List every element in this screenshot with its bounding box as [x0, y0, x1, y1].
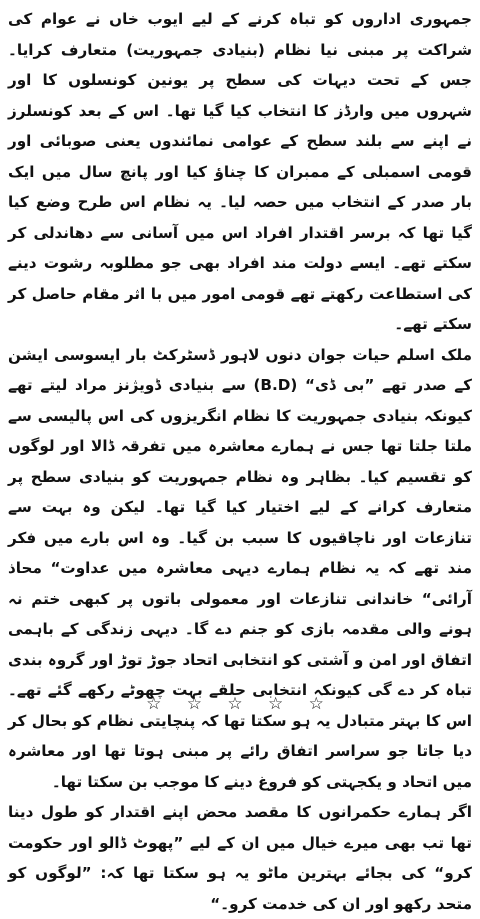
body-text: [8, 4, 472, 919]
paragraph-2: ملک اسلم حیات جوان دنوں لاہور ڈسٹرکٹ بار ایسوسی ایشن کے صدر تھے ”بی ڈی“ (B.D) سے بنیادی ڈویژنز مراد لیتے تھے کیونکہ بنیادی جمہوریت کا نظام انگریزوں کی اس پالیسی سے ملتا جلتا تھا جس نے ہمارے معاشرہ میں تفرقہ ڈالا اور لوگوں کو تقسیم کیا۔ بظاہر وہ نظام جمہوریت کو بنیادی سطح پر متعارف کرانے کے لیے اختیار کیا گیا تھا۔ لیکن وہ بہت سے تنازعات اور ناچاقیوں کا سبب بن گیا۔ وہ اس بارے میں فکر مند تھے کہ یہ نظام ہمارے دیہی معاشرہ میں عداوت“ محاذ آرائی“ خاندانی تنازعات اور معمولی باتوں پر کبھی ختم نہ ہونے والی مقدمہ بازی کو جنم دے گا۔ دیہی زندگی کے باہمی اتفاق اور امن و آشتی کو انتخابی اتحاد جوڑ توڑ اور گروہ بندی تباہ کر دے گی کیونکہ انتخابی حلقے بہت چھوٹے رکھے گئے تھے۔ اس کا بہتر متبادل یہ ہو سکتا تھا کہ پنچایتی نظام کو بحال کر دیا جاتا جو سراسر اتفاق رائے پر مبنی ہوتا تھا اور معاشرہ میں اتحاد و یکجہتی کو فروغ دینے کا موجب بن سکتا تھا۔: [8, 345, 472, 791]
paragraph-3: اگر ہمارے حکمرانوں کا مقصد محض اپنے اقتدار کو طول دینا تھا تب بھی میرے خیال میں ان کے لیے ”پھوٹ ڈالو اور حکومت کرو“ کی بجائے بہترین ماٹو یہ ہو سکتا تھا کہ: ”لوگوں کو متحد رکھو اور ان کی خدمت کرو۔“: [8, 803, 472, 913]
star-separator: ☆ ☆ ☆ ☆ ☆: [146, 694, 334, 714]
paragraph-1: جمہوری اداروں کو تباہ کرنے کے لیے ایوب خاں نے عوام کی شراکت پر مبنی نیا نظام (بنیادی جمہوریت) متعارف کرایا۔ جس کے تحت دیہات کی سطح پر یونین کونسلوں کا اور شہروں میں وارڈز کا انتخاب کیا گیا تھا۔ اس کے بعد کونسلرز نے اپنے سے بلند سطح کے عوامی نمائندوں یعنی صوبائی اور قومی اسمبلی کے ممبران کا چناؤ کیا اور پانچ سال میں ایک بار صدر کے انتخاب میں حصہ لیا۔ یہ نظام اس طرح وضع کیا گیا تھا کہ برسر اقتدار افراد اس میں آسانی سے دھاندلی کر سکتے تھے۔ ایسے دولت مند افراد بھی جو مطلوبہ رشوت دینے کی استطاعت رکھتے تھے قومی امور میں با اثر مقام حاصل کر سکتے تھے۔: [8, 10, 472, 333]
